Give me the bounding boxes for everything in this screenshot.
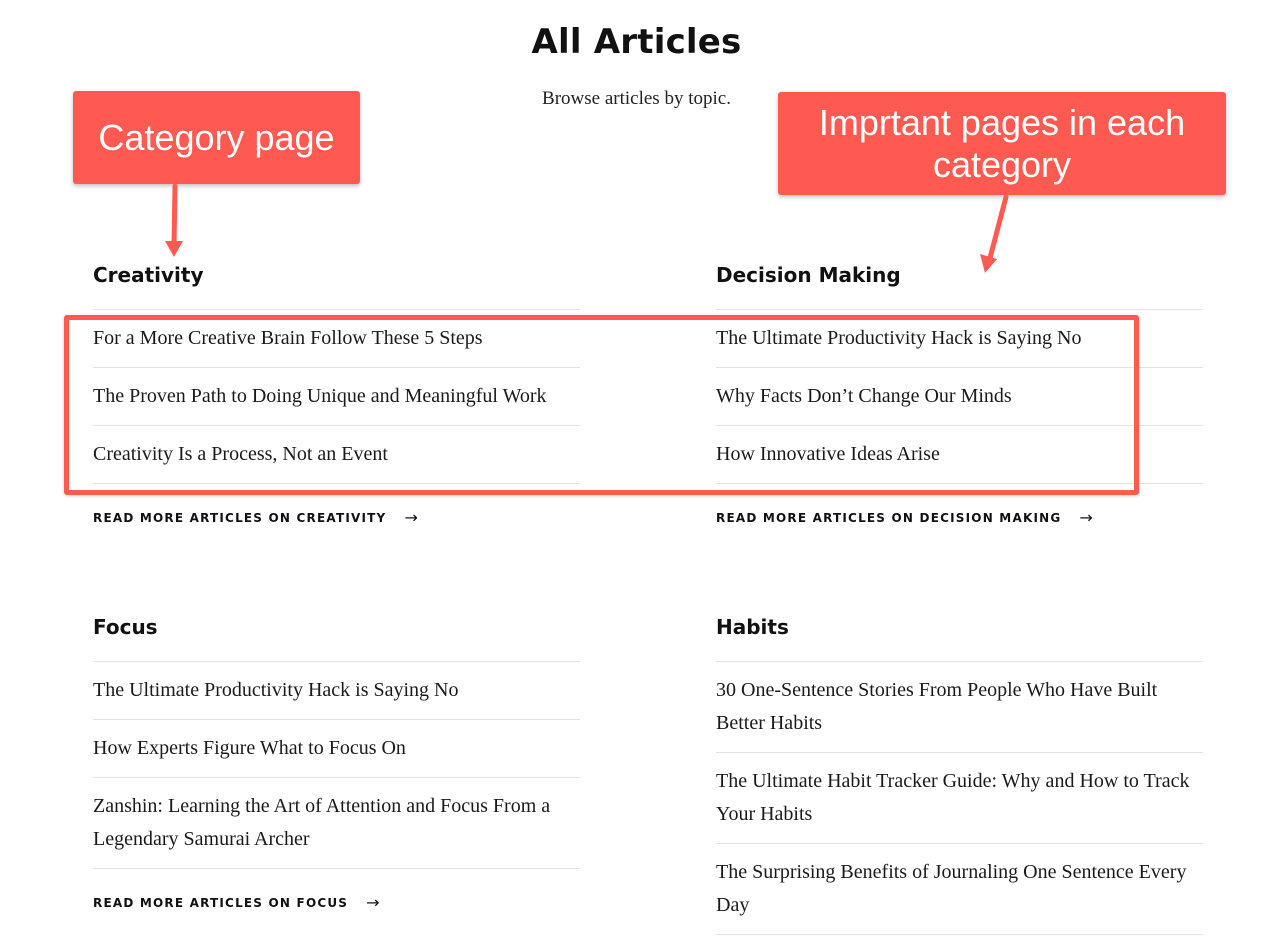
section-title[interactable]: Focus [93, 614, 580, 662]
article-link[interactable]: Zanshin: Learning the Art of Attention and Focus From a Legendary Samurai Archer [93, 778, 580, 869]
section-title[interactable]: Decision Making [716, 262, 1203, 310]
arrow-right-icon: → [366, 893, 380, 912]
article-link[interactable]: 30 One-Sentence Stories From People Who Have Built Better Habits [716, 662, 1203, 753]
article-link[interactable]: Creativity Is a Process, Not an Event [93, 426, 580, 484]
important-pages-callout: Imprtant pages in each category [778, 92, 1226, 195]
article-link[interactable]: The Ultimate Habit Tracker Guide: Why and How to Track Your Habits [716, 753, 1203, 844]
read-more-label: READ MORE ARTICLES ON FOCUS [93, 896, 349, 910]
article-link[interactable]: The Ultimate Productivity Hack is Saying No [716, 310, 1203, 368]
page-subtitle: Browse articles by topic. [542, 88, 731, 109]
article-link[interactable]: Why Facts Don’t Change Our Minds [716, 368, 1203, 426]
article-link[interactable]: For a More Creative Brain Follow These 5 Steps [93, 310, 580, 368]
article-link[interactable]: How Innovative Ideas Arise [716, 426, 1203, 484]
read-more-label: READ MORE ARTICLES ON DECISION MAKING [716, 511, 1062, 525]
section-title[interactable]: Habits [716, 614, 1203, 662]
article-link[interactable]: The Proven Path to Doing Unique and Meaningful Work [93, 368, 580, 426]
arrow-right-icon: → [404, 508, 418, 527]
article-link[interactable]: The Surprising Benefits of Journaling One Sentence Every Day [716, 844, 1203, 935]
category-page-callout: Category page [73, 91, 360, 184]
article-link[interactable]: The Ultimate Productivity Hack is Saying No [93, 662, 580, 720]
article-link[interactable]: How Experts Figure What to Focus On [93, 720, 580, 778]
section-title[interactable]: Creativity [93, 262, 580, 310]
read-more-label: READ MORE ARTICLES ON CREATIVITY [93, 511, 387, 525]
page-title: All Articles [531, 22, 742, 62]
arrow-right-icon: → [1079, 508, 1093, 527]
